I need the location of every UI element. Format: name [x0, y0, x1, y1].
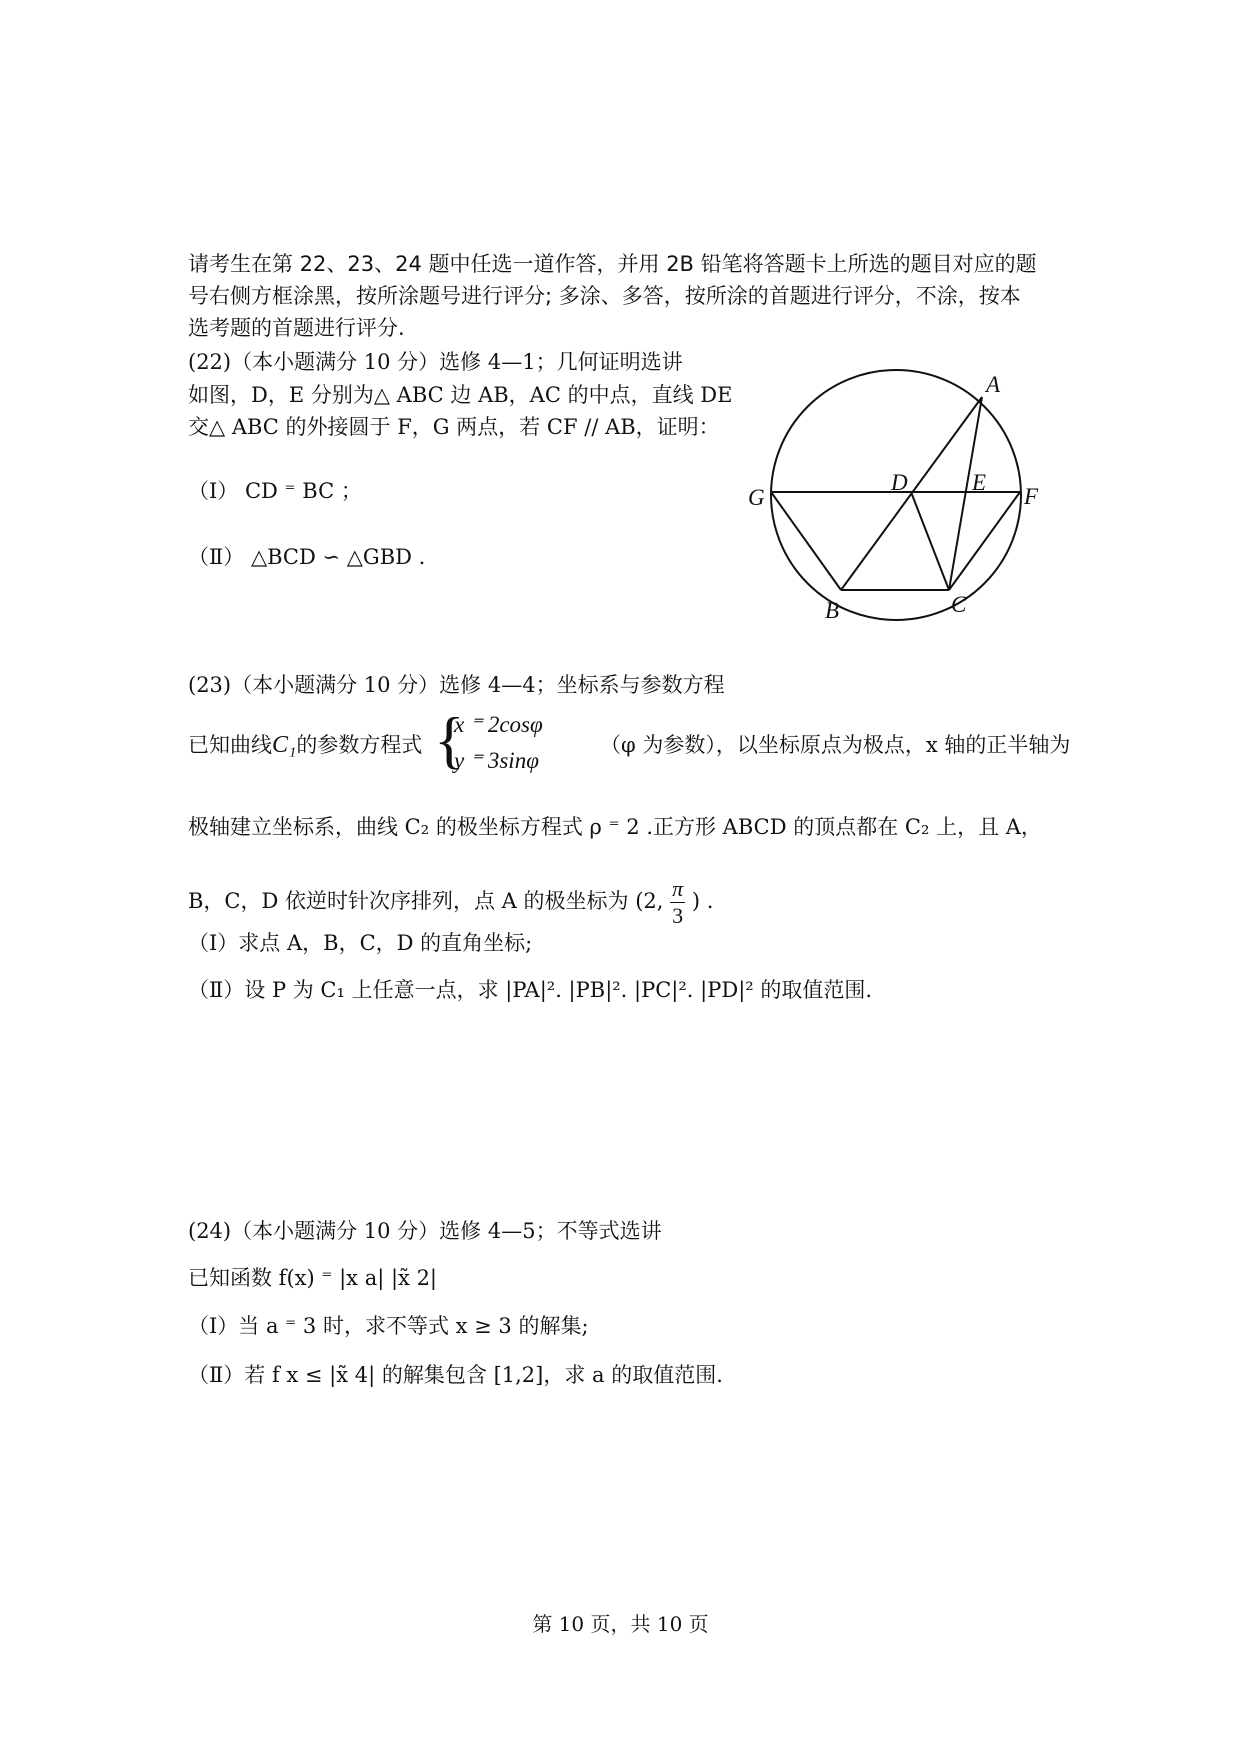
- label-b: B: [825, 598, 840, 623]
- instructions-line-1: 请考生在第 22、23、24 题中任选一道作答，并用 2B 铅笔将答题卡上所选的题目对应的题: [188, 252, 1037, 276]
- c1-symbol: C₁: [272, 732, 297, 758]
- instructions-line-2: 号右侧方框涂黑，按所涂题号进行评分; 多涂、多答，按所涂的首题进行评分，不涂，按本: [188, 284, 1021, 308]
- q24-part-1: （Ⅰ）当 a ⁼ 3 时，求不等式 x ≥ 3 的解集;: [188, 1314, 589, 1338]
- circumcircle: [771, 370, 1021, 620]
- q22-line-2: 交△ ABC 的外接圆于 F，G 两点，若 CF // AB，证明：: [188, 415, 720, 439]
- geometry-figure: [740, 355, 1040, 625]
- q22-header: (22)（本小题满分 10 分）选修 4—1；几何证明选讲: [188, 350, 683, 374]
- segment-gb: [771, 492, 841, 590]
- label-f: F: [1024, 484, 1039, 509]
- q23-line-1-pre: [188, 732, 422, 758]
- equation-y: y ⁼ 3sinφ: [454, 748, 539, 773]
- segment-dc: [911, 492, 949, 590]
- label-e: E: [972, 470, 987, 495]
- q22-part-1: （Ⅰ） CD ⁼ BC ；: [188, 479, 362, 503]
- fraction-denominator: 3: [672, 903, 684, 928]
- label-a: A: [986, 372, 1001, 397]
- q23-line-1-post: （φ 为参数），以坐标原点为极点，x 轴的正半轴为: [600, 733, 1071, 757]
- pi-over-3-fraction: [670, 876, 685, 929]
- system-brace: {: [434, 704, 465, 775]
- q23-line-3-post: ) .: [691, 889, 714, 913]
- q23-mid-text: 的参数方程式: [296, 733, 423, 757]
- q23-line-2: 极轴建立坐标系，曲线 C₂ 的极坐标方程式 ρ ⁼ 2 .正方形 ABCD 的顶点都在 C₂ 上，且 A，: [188, 815, 1042, 839]
- q23-line-3: [188, 876, 713, 929]
- q24-part-2: （Ⅱ）若 f x ≤ |x̃ 4| 的解集包含 [1,2]，求 a 的取值范围.: [188, 1363, 723, 1387]
- q22-line-1: 如图，D，E 分别为△ ABC 边 AB，AC 的中点，直线 DE: [188, 383, 733, 407]
- label-d: D: [891, 470, 908, 495]
- label-c: C: [951, 592, 967, 617]
- page-footer: 第 10 页，共 10 页: [532, 1612, 709, 1636]
- fraction-numerator: π: [672, 876, 684, 901]
- q23-line-3-pre: B，C，D 依逆时针次序排列，点 A 的极坐标为 (2,: [188, 889, 664, 913]
- q23-part-1: （Ⅰ）求点 A，B，C，D 的直角坐标;: [188, 931, 533, 955]
- q23-part-2: （Ⅱ）设 P 为 C₁ 上任意一点，求 |PA|². |PB|². |PC|². |PD|² 的取值范围.: [188, 978, 873, 1002]
- instructions: [188, 248, 1068, 344]
- instructions-line-3: 选考题的首题进行评分.: [188, 316, 405, 340]
- segment-fc: [949, 492, 1020, 590]
- q22-part-2: （Ⅱ） △BCD ∽ △GBD .: [188, 545, 426, 569]
- q24-line-1: 已知函数 f(x) ⁼ |x a| |x̃ 2|: [188, 1266, 438, 1290]
- label-g: G: [748, 485, 765, 510]
- q23-pre-text: 已知曲线: [188, 733, 272, 757]
- q24-header: (24)（本小题满分 10 分）选修 4—5；不等式选讲: [188, 1219, 662, 1243]
- q23-header: (23)（本小题满分 10 分）选修 4—4；坐标系与参数方程: [188, 673, 725, 697]
- equation-x: x ⁼ 2cosφ: [454, 712, 543, 737]
